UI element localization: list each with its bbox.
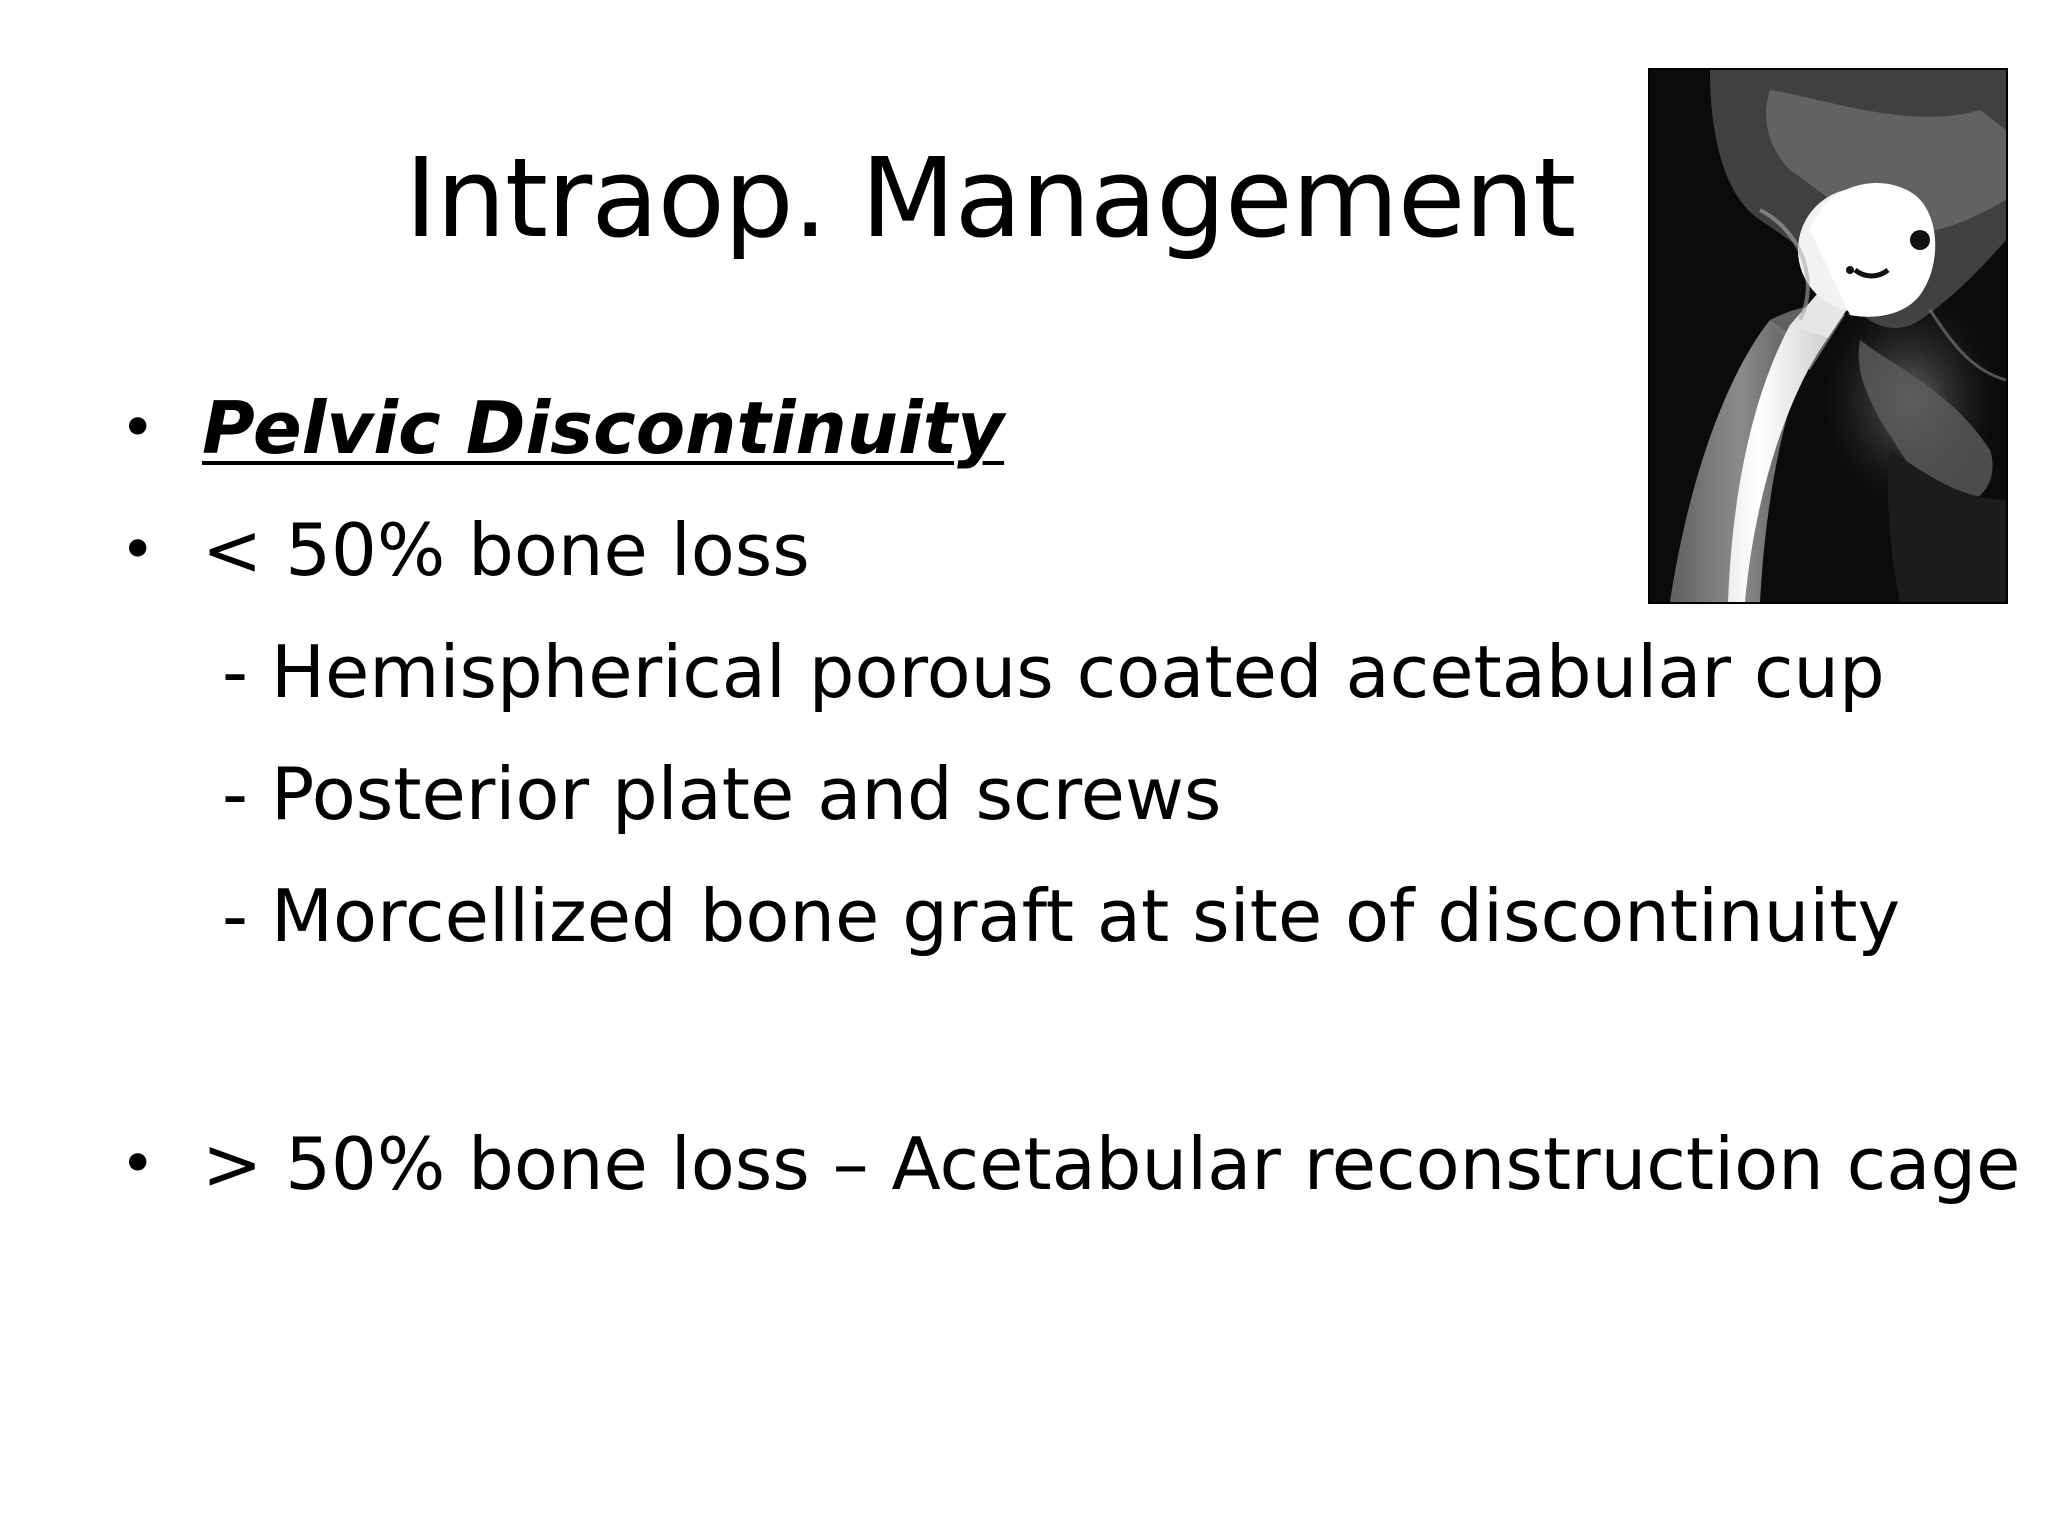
bullet-text: Pelvic Discontinuity [202, 386, 1005, 470]
bullet-text: > 50% bone loss – Acetabular reconstruction cage [202, 1122, 2021, 1206]
bullet-dot: • [120, 393, 156, 463]
sub-item-posterior-plate: - Posterior plate and screws [222, 752, 1222, 836]
hip-xray-graphic [1650, 70, 2006, 602]
bullet-dot: • [120, 515, 156, 585]
bullet-text: < 50% bone loss [202, 508, 810, 592]
hip-xray-image [1648, 68, 2008, 604]
sub-item-bone-graft: - Morcellized bone graft at site of discontinuity [222, 874, 1901, 958]
sub-item-hemispherical-cup: - Hemispherical porous coated acetabular cup [222, 630, 1885, 714]
bullet-dot: • [120, 1129, 156, 1199]
slide-title: Intraop. Management [404, 134, 1576, 262]
